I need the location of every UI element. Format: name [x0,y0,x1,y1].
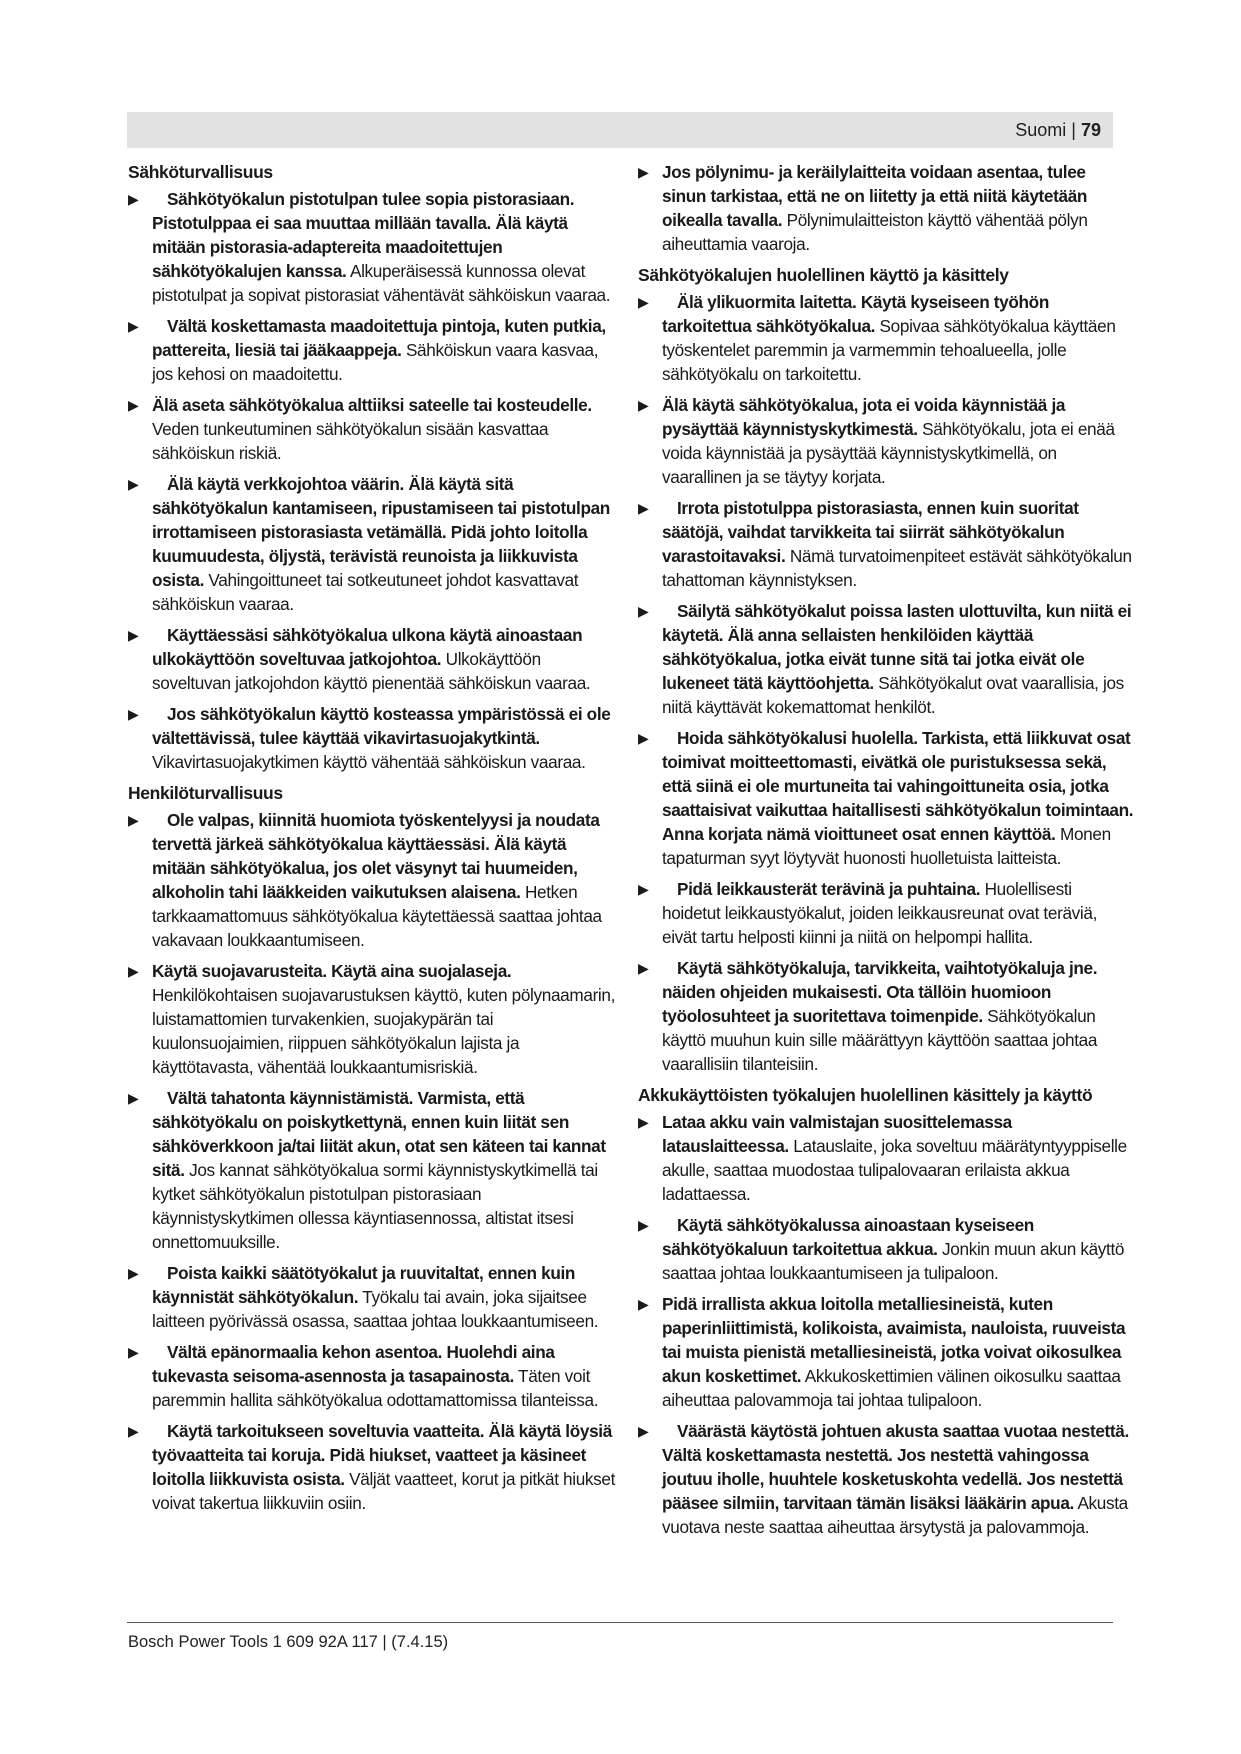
instruction-emphasis: Poista kaikki säätötyökalut ja ruuvitaltat, ennen kuin käynnistät sähkötyökalun. [152,1263,576,1307]
left-column [128,160,618,1522]
bullet-triangle-icon: ▶ [128,1265,139,1281]
safety-instruction [128,1261,618,1333]
safety-instruction [128,1340,618,1412]
bullet-triangle-icon: ▶ [128,706,139,722]
bullet-triangle-icon: ▶ [638,1296,649,1312]
bullet-triangle-icon: ▶ [638,603,649,619]
page-header [127,112,1113,148]
instruction-emphasis: Vältä epänormaalia kehon asentoa. Huolehdi aina tukevasta seisoma-asennosta ja tasapainosta. [152,1342,555,1386]
instruction-emphasis: Jos pölynimu- ja keräilylaitteita voidaan asentaa, tulee sinun tarkistaa, että ne on liitetty ja että niitä käytetään oikealla tavalla. [662,162,1088,230]
safety-instruction [638,1292,1134,1412]
bullet-triangle-icon: ▶ [638,730,649,746]
safety-instruction [128,623,618,695]
instruction-emphasis: Hoida sähkötyökalusi huolella. Tarkista, että liikkuvat osat toimivat moitteettomasti, eivätkä ole puristuksessa sekä, että siinä ei ole murtuneita tai vahingoittuneita osia, jotka saattaisivat vaikuttaa haitallisesti sähkötyökalun toimintaan. Anna korjata nämä vioittuneet osat ennen käyttöä. [662,728,1134,844]
instruction-explanation: Veden tunkeutuminen sähkötyökalun sisään kasvattaa sähköiskun riskiä. [152,419,549,463]
safety-instruction [128,959,618,1079]
instruction-explanation: Jos kannat sähkötyökalua sormi käynnistyskytkimellä tai kytket sähkötyökalun pistotulpan pistorasiaan käynnistyskytkimen ollessa käyntiasennossa, altistat itsesi onnettomuuksille. [152,1160,598,1252]
instruction-explanation: Alkuperäisessä kunnossa olevat pistotulpat ja sopivat pistorasiat vähentävät sähköiskun vaaraa. [152,261,611,305]
bullet-triangle-icon: ▶ [638,960,649,976]
instruction-explanation: Nämä turvatoimenpiteet estävät sähkötyökalun tahattoman käynnistyksen. [662,546,1132,590]
instruction-explanation: Hetken tarkkaamattomuus sähkötyökalua käytettäessä saattaa johtaa vakavaan loukkaantumiseen. [152,882,602,950]
instruction-emphasis: Säilytä sähkötyökalut poissa lasten ulottuvilta, kun niitä ei käytetä. Älä anna sellaisten henkilöiden käyttää sähkötyökalua, jotka eivät tunne sitä tai jotka eivät ole lukeneet tätä käyttöohjetta. [662,601,1132,693]
instruction-explanation: Täten voit paremmin hallita sähkötyökalua odottamattomissa tilanteissa. [152,1366,599,1410]
instruction-emphasis: Käyttäessäsi sähkötyökalua ulkona käytä ainoastaan ulkokäyttöön soveltuvaa jatkojohtoa. [152,625,583,669]
instruction-explanation: Pölynimulaitteiston käyttö vähentää pölyn aiheuttamia vaaroja. [662,210,1088,254]
bullet-triangle-icon: ▶ [128,1090,139,1106]
instruction-explanation: Sähköiskun vaara kasvaa, jos kehosi on maadoitettu. [152,340,599,384]
instruction-explanation: Henkilökohtaisen suojavarustuksen käyttö, kuten pölynaamarin, luistamattomien turvakenkien, suojakypärän tai kuulonsuojaimien, riippuen sähkötyökalun lajista ja käyttötavasta, vähentää loukkaantumisriskiä. [152,985,616,1077]
safety-instruction [638,1110,1134,1206]
footer-text: Bosch Power Tools 1 609 92A 117 | (7.4.15) [128,1633,449,1651]
instruction-explanation: Väljät vaatteet, korut ja pitkät hiukset voivat takertua liikkuviin osiin. [152,1469,616,1513]
instruction-explanation: Sopivaa sähkötyökalua käyttäen työskentelet paremmin ja varmemmin tehoalueella, jolle sähkötyökalu on tarkoitettu. [662,316,1116,384]
safety-instruction [638,393,1134,489]
instruction-explanation: Latauslaite, joka soveltuu määrätyntyyppiselle akulle, saattaa muodostaa tulipalovaaran erilaista akkua ladattaessa. [662,1136,1127,1204]
instruction-emphasis: Ole valpas, kiinnitä huomiota työskentelyysi ja noudata tervettä järkeä sähkötyökalua käyttäessäsi. Älä käytä mitään sähkötyökalua, jos olet väsynyt tai huumeiden, alkoholin tahi lääkkeiden vaikutuksen alaisena. [152,810,600,902]
section-heading: Sähkötyökalujen huolellinen käyttö ja käsittely [638,265,1009,285]
safety-instruction [128,1086,618,1254]
bullet-triangle-icon: ▶ [638,1423,649,1439]
header-separator: | [1071,120,1076,140]
instruction-explanation: Ulkokäyttöön soveltuvan jatkojohdon käyttö pienentää sähköiskun vaaraa. [152,649,591,693]
instruction-emphasis: Vältä tahatonta käynnistämistä. Varmista, että sähkötyökalu on poiskytkettynä, ennen kuin liität sen sähköverkkoon ja/tai liität akun, otat sen käteen tai kannat sitä. [152,1088,606,1180]
safety-instruction [128,808,618,952]
safety-instruction [638,1213,1134,1285]
bullet-triangle-icon: ▶ [128,812,139,828]
instruction-explanation: Jonkin muun akun käyttö saattaa johtaa loukkaantumiseen ja tulipaloon. [662,1239,1125,1283]
safety-instruction [128,1419,618,1515]
bullet-triangle-icon: ▶ [128,318,139,334]
bullet-triangle-icon: ▶ [128,963,139,979]
instruction-emphasis: Jos sähkötyökalun käyttö kosteassa ympäristössä ei ole vältettävissä, tulee käyttää vikavirtasuojakytkintä. [152,704,611,748]
section-heading: Akkukäyttöisten työkalujen huolellinen käsittely ja käyttö [638,1085,1093,1105]
instruction-explanation: Sähkötyökalu, jota ei enää voida käynnistää ja pysäyttää käynnistyskytkimellä, on vaarallinen ja se täytyy korjata. [662,419,1115,487]
instruction-emphasis: Älä käytä sähkötyökalua, jota ei voida käynnistää ja pysäyttää käynnistyskytkimestä. [662,395,1066,439]
safety-instruction [638,877,1134,949]
instruction-explanation: Vahingoittuneet tai sotkeutuneet johdot kasvattavat sähköiskun vaaraa. [152,570,579,614]
instruction-explanation: Vikavirtasuojakytkimen käyttö vähentää sähköiskun vaaraa. [152,752,586,772]
bullet-triangle-icon: ▶ [128,397,139,413]
instruction-explanation: Akusta vuotava neste saattaa aiheuttaa ärsytystä ja palovammoja. [662,1493,1128,1537]
bullet-triangle-icon: ▶ [638,294,649,310]
safety-instruction [638,726,1134,870]
safety-instruction [638,956,1134,1076]
page-number: 79 [1080,120,1101,140]
bullet-triangle-icon: ▶ [638,1114,649,1130]
instruction-emphasis: Sähkötyökalun pistotulpan tulee sopia pistorasiaan. Pistotulppaa ei saa muuttaa millään tavalla. Älä käytä mitään pistorasia-adaptereita maadoitettujen sähkötyökalujen kanssa. [152,189,575,281]
instruction-emphasis: Käytä suojavarusteita. Käytä aina suojalaseja. [152,961,512,981]
bullet-triangle-icon: ▶ [128,476,139,492]
instruction-emphasis: Käytä sähkötyökalussa ainoastaan kyseiseen sähkötyökaluun tarkoitettua akkua. [662,1215,1034,1259]
safety-instruction [638,599,1134,719]
instruction-emphasis: Vältä koskettamasta maadoitettuja pintoja, kuten putkia, pattereita, liesiä tai jääkaappeja. [152,316,606,360]
instruction-emphasis: Käytä sähkötyökaluja, tarvikkeita, vaihtotyökaluja jne. näiden ohjeiden mukaisesti. Ota tällöin huomioon työolosuhteet ja suoritettava toimenpide. [662,958,1098,1026]
instruction-emphasis: Käytä tarkoitukseen soveltuvia vaatteita. Älä käytä löysiä työvaatteita tai koruja. Pidä hiukset, vaatteet ja käsineet loitolla liikkuvista osista. [152,1421,612,1489]
bullet-triangle-icon: ▶ [128,1344,139,1360]
bullet-triangle-icon: ▶ [638,164,649,180]
instruction-explanation: Akkukoskettimien välinen oikosulku saattaa aiheuttaa palovammoja tai johtaa tulipaloon. [662,1366,1121,1410]
safety-instruction [128,187,618,307]
instruction-emphasis: Älä ylikuormita laitetta. Käytä kyseiseen työhön tarkoitettua sähkötyökalua. [662,292,1049,336]
safety-instruction [638,496,1134,592]
safety-instruction [128,314,618,386]
safety-instruction [128,472,618,616]
safety-instruction [638,1419,1134,1539]
instruction-emphasis: Älä aseta sähkötyökalua alttiiksi sateelle tai kosteudelle. [152,395,592,415]
bullet-triangle-icon: ▶ [638,881,649,897]
instruction-emphasis: Väärästä käytöstä johtuen akusta saattaa vuotaa nestettä. Vältä koskettamasta nestettä. Jos nestettä vahingossa joutuu iholle, huuhtele kosketuskohta vedellä. Jos nestettä pääsee silmiin, tarvitaan tämän lisäksi lääkärin apua. [662,1421,1129,1513]
instruction-emphasis: Pidä irrallista akkua loitolla metalliesineistä, kuten paperinliittimistä, kolikoista, avaimista, nauloista, ruuveista tai muista pienistä metalliesineistä, jotka voivat oikosulkea akun koskettimet. [662,1294,1126,1386]
header-text [1015,119,1101,141]
instruction-emphasis: Älä käytä verkkojohtoa väärin. Älä käytä sitä sähkötyökalun kantamiseen, ripustamiseen tai pistotulpan irrottamiseen pistorasiasta vetämällä. Pidä johto loitolla kuumuudesta, öljystä, terävistä reunoista ja liikkuvista osista. [152,474,610,590]
instruction-emphasis: Irrota pistotulppa pistorasiasta, ennen kuin suoritat säätöjä, vaihdat tarvikkeita tai siirrät sähkötyökalun varastoitavaksi. [662,498,1079,566]
section-heading: Sähköturvallisuus [128,162,273,182]
instruction-emphasis: Lataa akku vain valmistajan suosittelemassa latauslaitteessa. [662,1112,1012,1156]
header-section: Suomi [1015,120,1067,140]
right-column [638,160,1134,1546]
bullet-triangle-icon: ▶ [638,397,649,413]
safety-instruction [638,290,1134,386]
safety-instruction [638,160,1134,256]
instruction-explanation: Sähkötyökalun käyttö muuhun kuin sille määrättyyn käyttöön saattaa johtaa vaarallisiin tilanteisiin. [662,1006,1098,1074]
section-heading: Henkilöturvallisuus [128,783,283,803]
bullet-triangle-icon: ▶ [638,500,649,516]
footer-divider [127,1622,1113,1623]
instruction-explanation: Sähkötyökalut ovat vaarallisia, jos niitä käyttävät kokemattomat henkilöt. [662,673,1124,717]
instruction-emphasis: Pidä leikkausterät terävinä ja puhtaina. [677,879,981,899]
instruction-explanation: Monen tapaturman syyt löytyvät huonosti huolletuista laitteista. [662,824,1111,868]
bullet-triangle-icon: ▶ [638,1217,649,1233]
safety-instruction [128,393,618,465]
bullet-triangle-icon: ▶ [128,191,139,207]
instruction-explanation: Työkalu tai avain, joka sijaitsee laitteen pyörivässä osassa, saattaa johtaa loukkaantumiseen. [152,1287,599,1331]
safety-instruction [128,702,618,774]
bullet-triangle-icon: ▶ [128,627,139,643]
instruction-explanation: Huolellisesti hoidetut leikkaustyökalut, joiden leikkausreunat ovat teräviä, eivät tartu helposti kiinni ja niitä on helpompi hallita. [662,879,1097,947]
bullet-triangle-icon: ▶ [128,1423,139,1439]
